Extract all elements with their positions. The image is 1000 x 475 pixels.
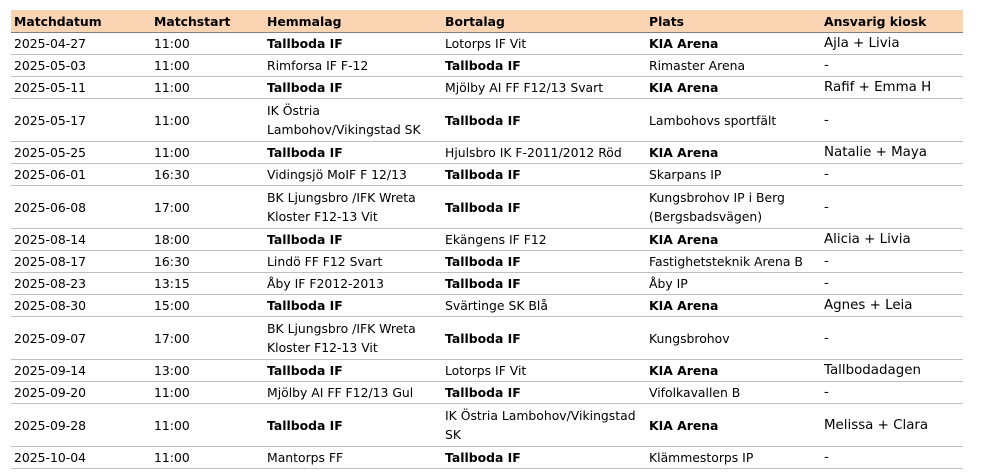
date-cell: 2025-08-30 <box>11 295 151 317</box>
table-row <box>11 186 963 229</box>
away-team-cell: Tallboda IF <box>442 251 646 273</box>
header-bortalag: Bortalag <box>442 10 646 33</box>
venue-cell: KIA Arena <box>646 33 821 55</box>
time-cell: 17:00 <box>151 317 264 360</box>
kiosk-cell: Rafif + Emma H <box>821 77 963 99</box>
header-matchdatum: Matchdatum <box>11 10 151 33</box>
venue-cell: Vifolkavallen B <box>646 382 821 404</box>
away-team-cell: Tallboda IF <box>442 382 646 404</box>
kiosk-cell: Agnes + Leia <box>821 295 963 317</box>
kiosk-cell: - <box>821 447 963 469</box>
table-row <box>11 55 963 77</box>
venue-cell: KIA Arena <box>646 360 821 382</box>
home-team-cell: Tallboda IF <box>264 404 442 447</box>
time-cell: 17:00 <box>151 186 264 229</box>
date-cell: 2025-10-04 <box>11 447 151 469</box>
table-row <box>11 142 963 164</box>
away-team-cell: Mjölby AI FF F12/13 Svart <box>442 77 646 99</box>
table-row <box>11 447 963 469</box>
home-team-cell: BK Ljungsbro /IFK Wreta Kloster F12-13 Vit <box>264 186 442 229</box>
date-cell: 2025-04-27 <box>11 33 151 55</box>
home-team-cell: Tallboda IF <box>264 77 442 99</box>
kiosk-cell: Natalie + Maya <box>821 142 963 164</box>
away-team-cell: Tallboda IF <box>442 55 646 77</box>
date-cell: 2025-09-20 <box>11 382 151 404</box>
time-cell: 11:00 <box>151 77 264 99</box>
home-team-cell: Tallboda IF <box>264 360 442 382</box>
table-row <box>11 99 963 142</box>
date-cell: 2025-08-17 <box>11 251 151 273</box>
away-team-cell: Lotorps IF Vit <box>442 33 646 55</box>
home-team-cell: Tallboda IF <box>264 295 442 317</box>
home-team-cell: Mjölby AI FF F12/13 Gul <box>264 382 442 404</box>
table-row <box>11 164 963 186</box>
away-team-cell: Tallboda IF <box>442 273 646 295</box>
match-schedule-table <box>11 10 963 469</box>
home-team-cell: Tallboda IF <box>264 33 442 55</box>
date-cell: 2025-09-07 <box>11 317 151 360</box>
away-team-cell: Lotorps IF Vit <box>442 360 646 382</box>
time-cell: 15:00 <box>151 295 264 317</box>
table-row <box>11 273 963 295</box>
home-team-cell: Åby IF F2012-2013 <box>264 273 442 295</box>
date-cell: 2025-05-11 <box>11 77 151 99</box>
date-cell: 2025-05-17 <box>11 99 151 142</box>
away-team-cell: IK Östria Lambohov/Vikingstad SK <box>442 404 646 447</box>
kiosk-cell: - <box>821 382 963 404</box>
time-cell: 16:30 <box>151 164 264 186</box>
kiosk-cell: - <box>821 251 963 273</box>
home-team-cell: BK Ljungsbro /IFK Wreta Kloster F12-13 Vit <box>264 317 442 360</box>
time-cell: 13:00 <box>151 360 264 382</box>
table-row <box>11 404 963 447</box>
table-row <box>11 317 963 360</box>
time-cell: 11:00 <box>151 99 264 142</box>
header-plats: Plats <box>646 10 821 33</box>
kiosk-cell: - <box>821 186 963 229</box>
header-row <box>11 10 963 33</box>
away-team-cell: Tallboda IF <box>442 317 646 360</box>
venue-cell: KIA Arena <box>646 229 821 251</box>
home-team-cell: Tallboda IF <box>264 142 442 164</box>
venue-cell: Fastighetsteknik Arena B <box>646 251 821 273</box>
venue-cell: Åby IP <box>646 273 821 295</box>
kiosk-cell: Ajla + Livia <box>821 33 963 55</box>
header-ansvarig-kiosk: Ansvarig kiosk <box>821 10 963 33</box>
home-team-cell: Lindö FF F12 Svart <box>264 251 442 273</box>
venue-cell: KIA Arena <box>646 295 821 317</box>
table-row <box>11 251 963 273</box>
date-cell: 2025-05-03 <box>11 55 151 77</box>
away-team-cell: Tallboda IF <box>442 186 646 229</box>
kiosk-cell: - <box>821 55 963 77</box>
kiosk-cell: Melissa + Clara <box>821 404 963 447</box>
time-cell: 18:00 <box>151 229 264 251</box>
venue-cell: KIA Arena <box>646 404 821 447</box>
venue-cell: Rimaster Arena <box>646 55 821 77</box>
home-team-cell: Vidingsjö MoIF F 12/13 <box>264 164 442 186</box>
venue-cell: KIA Arena <box>646 142 821 164</box>
date-cell: 2025-06-08 <box>11 186 151 229</box>
kiosk-cell: - <box>821 317 963 360</box>
kiosk-cell: - <box>821 99 963 142</box>
table-row <box>11 295 963 317</box>
table-row <box>11 33 963 55</box>
home-team-cell: Rimforsa IF F-12 <box>264 55 442 77</box>
time-cell: 11:00 <box>151 382 264 404</box>
header-matchstart: Matchstart <box>151 10 264 33</box>
kiosk-cell: Alicia + Livia <box>821 229 963 251</box>
time-cell: 11:00 <box>151 33 264 55</box>
table-row <box>11 229 963 251</box>
date-cell: 2025-08-14 <box>11 229 151 251</box>
venue-cell: KIA Arena <box>646 77 821 99</box>
home-team-cell: Tallboda IF <box>264 229 442 251</box>
home-team-cell: Mantorps FF <box>264 447 442 469</box>
kiosk-cell: - <box>821 164 963 186</box>
venue-cell: Klämmestorps IP <box>646 447 821 469</box>
date-cell: 2025-05-25 <box>11 142 151 164</box>
time-cell: 11:00 <box>151 142 264 164</box>
away-team-cell: Svärtinge SK Blå <box>442 295 646 317</box>
venue-cell: Kungsbrohov <box>646 317 821 360</box>
table-row <box>11 77 963 99</box>
time-cell: 13:15 <box>151 273 264 295</box>
date-cell: 2025-06-01 <box>11 164 151 186</box>
venue-cell: Kungsbrohov IP i Berg (Bergsbadsvägen) <box>646 186 821 229</box>
time-cell: 11:00 <box>151 55 264 77</box>
table-row <box>11 360 963 382</box>
kiosk-cell: Tallbodadagen <box>821 360 963 382</box>
time-cell: 11:00 <box>151 447 264 469</box>
away-team-cell: Tallboda IF <box>442 447 646 469</box>
away-team-cell: Tallboda IF <box>442 164 646 186</box>
home-team-cell: IK Östria Lambohov/Vikingstad SK <box>264 99 442 142</box>
away-team-cell: Ekängens IF F12 <box>442 229 646 251</box>
date-cell: 2025-08-23 <box>11 273 151 295</box>
kiosk-cell: - <box>821 273 963 295</box>
away-team-cell: Tallboda IF <box>442 99 646 142</box>
header-hemmalag: Hemmalag <box>264 10 442 33</box>
time-cell: 16:30 <box>151 251 264 273</box>
table-row <box>11 382 963 404</box>
venue-cell: Lambohovs sportfält <box>646 99 821 142</box>
venue-cell: Skarpans IP <box>646 164 821 186</box>
away-team-cell: Hjulsbro IK F-2011/2012 Röd <box>442 142 646 164</box>
date-cell: 2025-09-14 <box>11 360 151 382</box>
time-cell: 11:00 <box>151 404 264 447</box>
date-cell: 2025-09-28 <box>11 404 151 447</box>
